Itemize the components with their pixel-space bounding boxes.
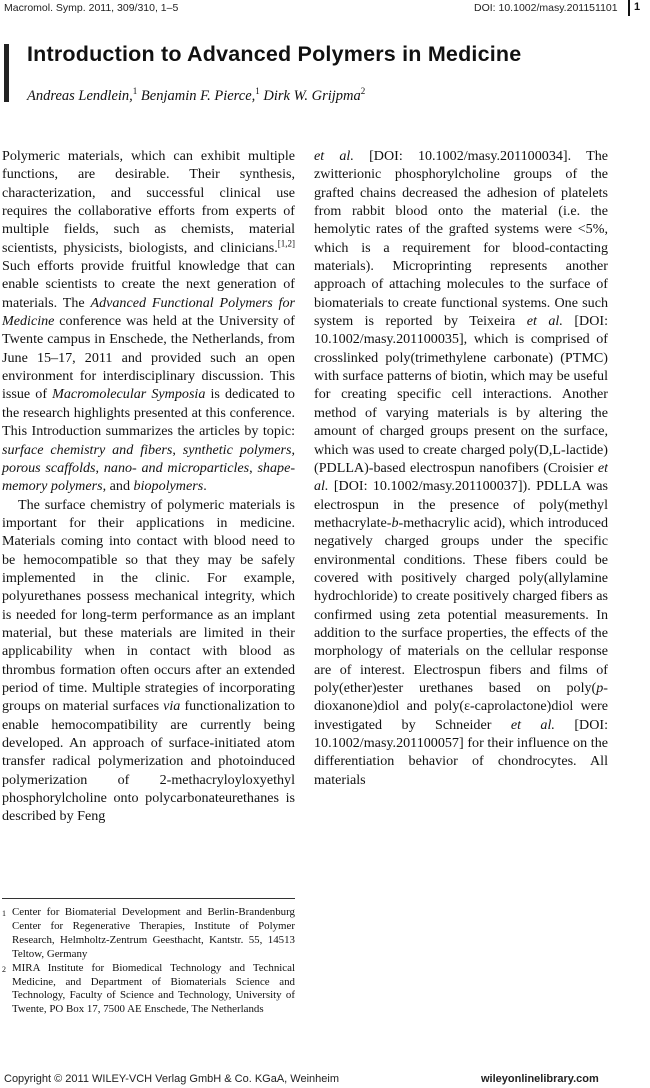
footnote-text: MIRA Institute for Biomedical Technology and Technical Medicine, and Department of Biomaterials Science and Technology, Faculty of Science and Technology, University of Twente, PO Box 17, 7500 AE Enschede, The Netherlands [12, 961, 295, 1016]
title-accent-bar [4, 44, 9, 102]
body-column-right [314, 147, 608, 1047]
topic-term: surface chemistry and fibers [2, 441, 173, 458]
journal-name: Macromolecular Symposia [52, 386, 206, 403]
topic-term: porous scaffolds [2, 459, 96, 476]
footnote-divider [2, 898, 295, 899]
doi-label: DOI: 10.1002/masy.201151101 [474, 2, 618, 14]
paragraph-surface-chemistry: The surface chemistry of polymeric materials is important for their applications in medicine. Materials coming into contact with blood need to be hemocompatible so that they may be safely implemented in the clinic. For example, polyurethanes possess mechanical integrity, which is needed for long-term performance as an implant material, but these materials are limited in their applicability when in contact with blood as thrombus formation often occurs after an extended period of time. Multiple strategies of incorporating groups on material surfaces via functionalization to enable hemocompatibility are currently being developed. An approach of surface-initiated atom transfer radical polymerization and photoinduced polymerization of 2-methacryloyloxyethyl phosphorylcholine onto polycarbonateurethanes is described by Feng [2, 496, 295, 825]
footnote-mark: 1 [2, 909, 6, 918]
journal-citation: Macromol. Symp. 2011, 309/310, 1–5 [4, 2, 179, 14]
affiliation-mark: 2 [360, 86, 366, 96]
affiliation-mark: 1 [255, 86, 260, 96]
footnotes [2, 906, 295, 1017]
footnote-text: Center for Biomaterial Development and Berlin-Brandenburg Center for Regenerative Therapies, Institute of Polymer Research, Helmholtz-Zentrum Geesthacht, Kantstr. 55, 14513 Teltow, Germany [12, 906, 295, 960]
topic-term: shape-memory polymers [2, 459, 296, 495]
topic-term: nano- and microparticles [103, 459, 250, 476]
author-name: Andreas Lendlein, [27, 87, 133, 104]
author-list [27, 86, 365, 105]
topic-term: synthetic polymers [182, 441, 292, 458]
footnote-mark: 2 [2, 964, 6, 974]
footnote [2, 906, 295, 962]
conference-name: Advanced Functional Polymers for Medicine [2, 294, 295, 330]
publisher-site: wileyonlinelibrary.com [481, 1073, 599, 1085]
author-name: Dirk W. Grijpma [263, 87, 361, 104]
citation-ref: [1,2] [277, 238, 295, 249]
affiliation-mark: 1 [132, 86, 138, 96]
body-column-left [2, 147, 295, 826]
page-number: 1 [634, 1, 641, 13]
article-title: Introduction to Advanced Polymers in Medicine [27, 42, 522, 66]
header-divider [628, 0, 630, 16]
author-name: Benjamin F. Pierce, [140, 87, 256, 104]
footnote [2, 962, 295, 1018]
paragraph-intro: Polymeric materials, which can exhibit multiple functions, are desirable. Their synthesis, characterization, and successful clinical use requires the collaborative efforts from experts of multiple fields, such as chemists, material scientists, physicists, biologists, and clinicians.[1,2] Such efforts provide fruitful knowledge that can enable scientists to create the next generation of materials. The Advanced Functional Polymers for Medicine conference was held at the University of Twente campus in Enschede, the Netherlands, from June 15–17, 2011 and provided such an open environment for interdisciplinary discussion. This issue of Macromolecular Symposia is dedicated to the research highlights presented at this conference. This Introduction summarizes the articles by topic: surface chemistry and fibers, synthetic polymers, porous scaffolds, nano- and microparticles, shape-memory polymers, and biopolymers. [2, 148, 296, 495]
paragraph-continuation: et al. [DOI: 10.1002/masy.201100034]. The zwitterionic phosphorylcholine groups of the grafted chains decreased the adhesion of platelets from rabbit blood onto the material (i.e. the hemolytic rates of the grafted systems were <5%, which is a requirement for blood-contacting materials). Microprinting represents another approach of attaching molecules to the surface of biomaterials to create functional systems. One such system is reported by Teixeira et al. [DOI: 10.1002/masy.201100035], which is comprised of crosslinked poly(trimethylene carbonate) (PTMC) with surface patterns of biotin, which may be useful for creating specific cell interactions. Another method of varying materials is by altering the amount of charged groups present on the surface, which was used to create charged poly(D,L-lactide) (PDLLA)-based electrospun nanofibers (Croisier et al. [DOI: 10.1002/masy.201100037]). PDLLA was electrospun in the presence of poly(methyl methacrylate-b-methacrylic acid), which introduced negatively charged groups under the specific environmental conditions. These fibers could be covered with positively charged poly(allylamine hydrochloride) to create positively charged fibers as confirmed using zeta potential measurements. In addition to the surface properties, the effects of the morphology of materials on the cellular response are of interest. Electrospun fibers and films of poly(ether)ester urethanes based on poly(p-dioxanone)diol and poly(ε-caprolactone)diol were investigated by Schneider et al. [DOI: 10.1002/masy.201100057] for their influence on the differentiation behavior of chondrocytes. All materials [314, 148, 608, 788]
copyright-notice: Copyright © 2011 WILEY-VCH Verlag GmbH & Co. KGaA, Weinheim [4, 1073, 339, 1085]
topic-term: biopolymers [133, 478, 204, 495]
